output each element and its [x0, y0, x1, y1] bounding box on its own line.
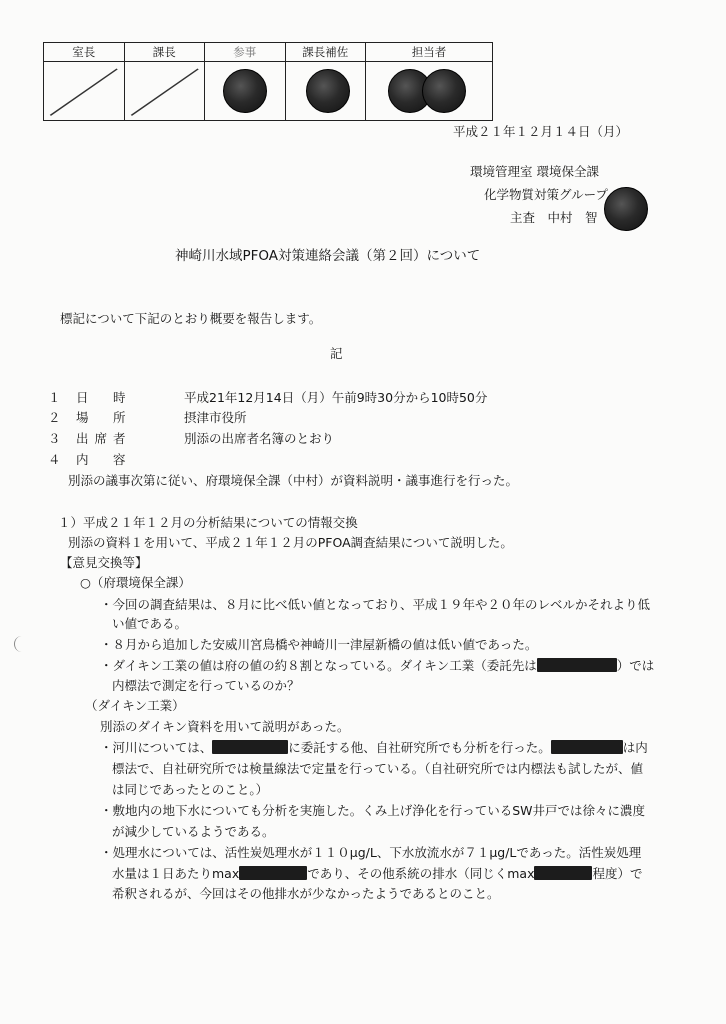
bullet-line: 標法で、自社研究所では検量線法で定量を行っている。（自社研究所では内標法も試したが、値 [112, 761, 644, 776]
stamp-header-sanji: 参事 [205, 43, 286, 62]
group-name: 化学物質対策グループ [484, 187, 609, 202]
item-place [48, 410, 247, 426]
stamp-cell-shitsucho [44, 62, 125, 121]
bullet-line: ・敷地内の地下水についても分析を実施した。くみ上げ浄化を行っているSW井戸では徐々に濃度 [100, 803, 646, 818]
speaker-fu: ○（府環境保全課） [80, 575, 191, 590]
item-label: 場 所 [76, 410, 132, 425]
stamp-cell-sanji [205, 62, 286, 121]
item-value: 摂津市役所 [184, 410, 247, 425]
diagonal-slash-mark [125, 62, 205, 120]
bullet-text: 程度）で [592, 866, 643, 881]
item-number: ３ [48, 431, 61, 446]
section1-text: 別添の資料１を用いて、平成２１年１２月のPFOA調査結果について説明した。 [68, 535, 513, 550]
stamp-cell-kacho-hosa [285, 62, 366, 121]
bullet-line [100, 740, 648, 756]
speaker-daikin: （ダイキン工業） [85, 698, 185, 713]
approval-stamp-table [43, 42, 493, 121]
bullet-line: ・今回の調査結果は、８月に比べ低い値となっており、平成１９年や２０年のレベルかそれより低 [100, 597, 651, 612]
item-number: １ [48, 390, 61, 405]
bullet-line: は同じであったとのこと。） [112, 782, 269, 797]
bullet-line: が減少しているようである。 [112, 824, 275, 839]
redaction-bar [212, 740, 288, 754]
item-label: 出席者 [76, 431, 132, 446]
bullet-line: 内標法で測定を行っているのか？ [112, 678, 300, 693]
redacted-seal-icon [422, 69, 466, 113]
diagonal-slash-mark [44, 62, 124, 120]
bullet-text: であり、その他系統の排水（同じくmax [307, 866, 535, 881]
bullet-line [112, 866, 643, 882]
item-content [48, 452, 152, 468]
item-label: 日 時 [76, 390, 132, 405]
bullet-line [100, 658, 654, 674]
opinion-header: 【意見交換等】 [60, 555, 148, 570]
redacted-seal-icon [604, 187, 648, 231]
item-number: ２ [48, 410, 61, 425]
report-date: 平成２１年１２月１４日（月） [453, 124, 629, 139]
document-title: 神崎川水域PFOA対策連絡会議（第２回）について [175, 248, 481, 264]
stamp-cell-tantosha [366, 62, 493, 121]
department-name: 環境管理室 環境保全課 [470, 164, 599, 179]
redaction-bar [239, 866, 307, 880]
redacted-seal-icon [306, 69, 350, 113]
stamp-header-kacho: 課長 [124, 43, 205, 62]
bullet-text: ・河川については、 [100, 740, 213, 755]
stamp-header-shitsucho: 室長 [44, 43, 125, 62]
bullet-text: に委託する他、自社研究所でも分析を行った。 [288, 740, 551, 755]
ki-marker: 記 [330, 346, 343, 361]
stamp-header-kacho-hosa: 課長補佐 [285, 43, 366, 62]
speaker-daikin-intro: 別添のダイキン資料を用いて説明があった。 [100, 719, 350, 734]
stamp-header-tantosha: 担当者 [366, 43, 493, 62]
redaction-bar [551, 740, 623, 754]
bullet-line: ・処理水については、活性炭処理水が１１０μg/L、下水放流水が７１μg/Lであった。活性炭処理 [100, 845, 642, 860]
item-value: 平成21年12月14日（月）午前9時30分から10時50分 [184, 390, 488, 405]
bullet-line: 希釈されるが、今回はその他排水が少なかったようであるとのこと。 [112, 886, 500, 901]
item-attendees [48, 431, 334, 447]
item-datetime [48, 390, 487, 406]
item-value: 別添の出席者名簿のとおり [184, 431, 335, 446]
bullet-text: 水量は１日あたりmax [112, 866, 240, 881]
author-name: 主査 中村 智 [510, 210, 598, 225]
item-label: 内 容 [76, 452, 132, 467]
redacted-seal-icon [223, 69, 267, 113]
bullet-line: い値である。 [112, 616, 188, 631]
bullet-text: は内 [622, 740, 648, 755]
bullet-text: ）では [616, 658, 655, 673]
intro-text: 標記について下記のとおり概要を報告します。 [60, 311, 322, 326]
content-intro: 別添の議事次第に従い、府環境保全課（中村）が資料説明・議事進行を行った。 [68, 473, 519, 488]
stamp-cell-kacho [124, 62, 205, 121]
section1-title: １）平成２１年１２月の分析結果についての情報交換 [58, 515, 358, 530]
redaction-bar [537, 658, 617, 672]
bullet-line: ・８月から追加した安威川宮鳥橋や神崎川一津屋新橋の値は低い値であった。 [100, 637, 538, 652]
bullet-text: ・ダイキン工業の値は府の値の約８割となっている。ダイキン工業（委託先は [100, 658, 537, 673]
scan-artifact-mark [14, 636, 29, 652]
redaction-bar [534, 866, 592, 880]
item-number: ４ [48, 452, 61, 467]
